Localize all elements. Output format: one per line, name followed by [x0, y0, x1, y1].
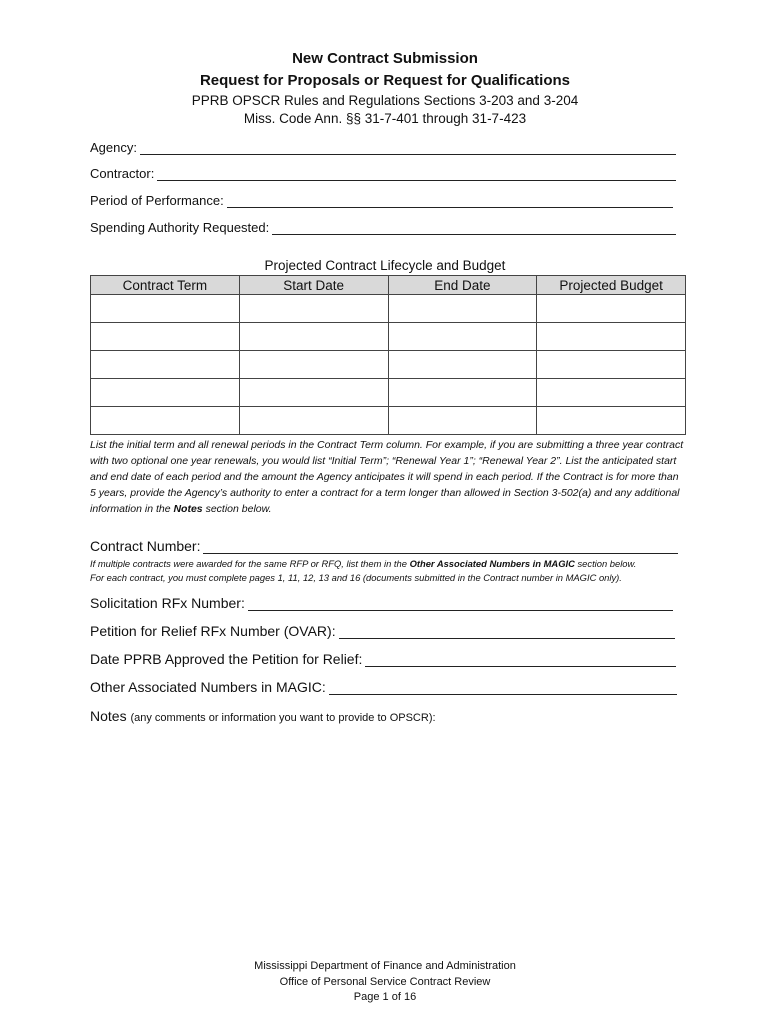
table-cell[interactable]	[537, 351, 686, 379]
notes-label: Notes	[90, 708, 127, 724]
contract-number-field[interactable]	[90, 538, 678, 554]
contractor-label: Contractor:	[90, 166, 155, 181]
spending-label: Spending Authority Requested:	[90, 220, 270, 235]
petition-input-line[interactable]	[339, 625, 675, 639]
agency-field[interactable]	[90, 140, 676, 155]
table-cell[interactable]	[537, 379, 686, 407]
approval-date-label: Date PPRB Approved the Petition for Relief:	[90, 651, 363, 667]
table-cell[interactable]	[388, 379, 537, 407]
contract-number-note	[90, 556, 690, 571]
contract-number-label: Contract Number:	[90, 538, 201, 554]
table-row	[91, 323, 686, 351]
form-title: New Contract Submission	[292, 50, 478, 67]
period-input-line[interactable]	[227, 194, 673, 208]
other-numbers-label: Other Associated Numbers in MAGIC:	[90, 679, 326, 695]
table-row	[91, 379, 686, 407]
column-header: End Date	[388, 276, 537, 295]
table-cell[interactable]	[388, 295, 537, 323]
contract-note-text-end: section below.	[574, 558, 637, 569]
table-cell[interactable]	[239, 351, 388, 379]
contractor-input-line[interactable]	[157, 167, 676, 181]
budget-table-caption: Projected Contract Lifecycle and Budget	[264, 258, 506, 273]
footer-office: Office of Personal Service Contract Review	[279, 976, 491, 988]
table-cell[interactable]	[537, 407, 686, 435]
other-numbers-field[interactable]	[90, 679, 677, 695]
contract-note-text: If multiple contracts were awarded for the same RFP or RFQ, list them in the	[90, 558, 410, 569]
period-label: Period of Performance:	[90, 193, 224, 208]
column-header: Projected Budget	[537, 276, 686, 295]
table-cell[interactable]	[239, 379, 388, 407]
period-field[interactable]	[90, 193, 673, 208]
table-cell[interactable]	[239, 295, 388, 323]
form-subtitle: Request for Proposals or Request for Qualifications	[199, 72, 571, 89]
budget-instructions	[90, 437, 686, 517]
table-row	[91, 407, 686, 435]
notes-heading	[90, 708, 436, 724]
solicitation-field[interactable]	[90, 595, 673, 611]
table-cell[interactable]	[91, 295, 240, 323]
contractor-field[interactable]	[90, 166, 676, 181]
table-row	[91, 295, 686, 323]
table-cell[interactable]	[91, 351, 240, 379]
table-cell[interactable]	[388, 407, 537, 435]
spending-field[interactable]	[90, 220, 676, 235]
table-cell[interactable]	[91, 323, 240, 351]
spending-input-line[interactable]	[272, 221, 676, 235]
table-cell[interactable]	[239, 323, 388, 351]
table-cell[interactable]	[537, 323, 686, 351]
petition-label: Petition for Relief RFx Number (OVAR):	[90, 623, 336, 639]
page-number: Page 1 of 16	[353, 991, 417, 1003]
agency-label: Agency:	[90, 140, 137, 155]
agency-input-line[interactable]	[140, 141, 676, 155]
solicitation-input-line[interactable]	[248, 597, 673, 611]
table-cell[interactable]	[239, 407, 388, 435]
approval-date-field[interactable]	[90, 651, 676, 667]
other-numbers-input-line[interactable]	[329, 681, 677, 695]
instructions-notes-emphasis: Notes	[173, 503, 203, 515]
contract-number-input-line[interactable]	[203, 540, 678, 554]
instructions-text-end: section below.	[202, 503, 272, 515]
contract-number-note-2: For each contract, you must complete pages 1, 11, 12, 13 and 16 (documents submitted in the Contract number in MAGIC only).	[90, 572, 622, 583]
solicitation-label: Solicitation RFx Number:	[90, 595, 245, 611]
table-cell[interactable]	[388, 323, 537, 351]
table-cell[interactable]	[388, 351, 537, 379]
approval-date-input-line[interactable]	[365, 653, 676, 667]
code-reference: Miss. Code Ann. §§ 31-7-401 through 31-7-423	[243, 111, 527, 126]
rules-reference: PPRB OPSCR Rules and Regulations Sections 3-203 and 3-204	[191, 93, 579, 108]
petition-field[interactable]	[90, 623, 675, 639]
footer-department: Mississippi Department of Finance and Administration	[254, 960, 516, 972]
contract-note-emphasis: Other Associated Numbers in MAGIC	[409, 558, 575, 569]
table-cell[interactable]	[91, 407, 240, 435]
instructions-text: List the initial term and all renewal periods in the Contract Term column. For example, if you are submitting a three year contract with two optional one year renewals, you would list “Initial Term”; “Renewal Year 1”; “Renewal Year 2”. List the anticipated start and end date of each period and the amount the Agency anticipates it will spend in each period. If the Contract is for more than 5 years, provide the Agency’s authority to enter a contract for a term longer than allowed in Section 3-502(a) and any additional information in the	[90, 439, 684, 515]
budget-table	[90, 275, 686, 435]
budget-table-header-row	[91, 276, 686, 295]
table-cell[interactable]	[91, 379, 240, 407]
column-header: Contract Term	[91, 276, 240, 295]
notes-area[interactable]	[90, 730, 686, 940]
table-cell[interactable]	[537, 295, 686, 323]
column-header: Start Date	[239, 276, 388, 295]
notes-hint: (any comments or information you want to provide to OPSCR):	[130, 712, 436, 724]
table-row	[91, 351, 686, 379]
